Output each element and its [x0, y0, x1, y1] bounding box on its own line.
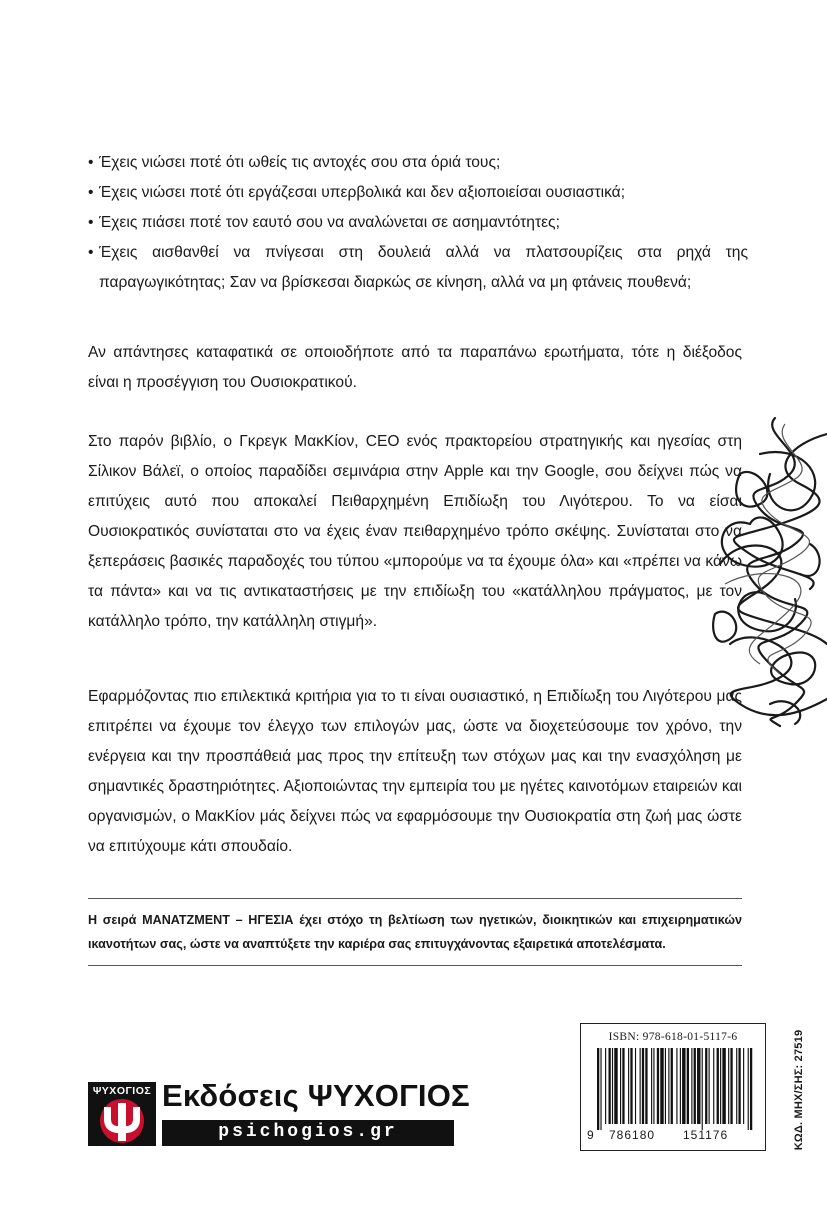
product-code — [792, 1030, 806, 1150]
publisher-name: Εκδόσεις ΨΥΧΟΓΙΟΣ — [162, 1078, 470, 1113]
barcode-bar — [622, 1048, 624, 1124]
publisher-logo — [88, 1078, 470, 1146]
website-text: psichogios.gr — [218, 1122, 398, 1142]
barcode-bar — [694, 1048, 696, 1124]
barcode-bar — [628, 1048, 629, 1124]
barcode-bar — [736, 1048, 737, 1124]
barcode-bar — [635, 1048, 636, 1124]
question-list — [88, 148, 748, 298]
isbn-barcode — [580, 1023, 766, 1151]
barcode-bar — [720, 1048, 721, 1124]
barcode-bar — [657, 1048, 659, 1124]
barcode-bar — [642, 1048, 644, 1124]
question-item: • Έχεις αισθανθεί να πνίγεσαι στη δουλειά αλλά να πλατσουρίζεις στα ρηχά της παραγωγικότητας; Σαν να βρίσκεσαι διαρκώς σε κίνηση, αλλά να μη φτάνεις πουθενά; — [88, 238, 748, 298]
book-description-paragraph: Στο παρόν βιβλίο, ο Γκρεγκ ΜακΚίον, CEO ενός πρακτορείου στρατηγικής και ηγεσίας στη Σίλικον Βάλεϊ, ο οποίος παραδίδει σεμινάρια στην Apple και την Google, σου δείχνει πώς να επιτύχεις αυτό που αποκαλεί Πειθαρχημένη Επιδίωξη του Λιγότερου. Το να είσαι Ουσιοκρατικός συνίσταται στο να έχεις έναν πειθαρχημένο τρόπο σκέψης. Συνίσταται στο να ξεπεράσεις βασικές παραδοχές του τύπου «μπορούμε να τα έχουμε όλα» και «πρέπει να κάνω τα πάντα» και να τις αντικαταστήσεις με την επιδίωξη του «κατάλληλου πράγματος, με τον κατάλληλο τρόπο, την κατάλληλη στιγμή». — [88, 433, 742, 630]
barcode-bar — [682, 1048, 685, 1124]
barcode-bar — [645, 1048, 647, 1124]
barcode-bar — [680, 1048, 681, 1124]
badge-text: ΨΥΧΟΓΙΟΣ — [92, 1085, 152, 1097]
question-item: • Έχεις νιώσει ποτέ ότι εργάζεσαι υπερβολικά και δεν αξιοποιείσαι ουσιαστικά; — [88, 178, 748, 208]
psi-icon — [94, 1097, 150, 1144]
intro-paragraph: Αν απάντησες καταφατικά σε οποιοδήποτε από τα παραπάνω ερωτήματα, τότε η διέξοδος είναι η προσέγγιση του Ουσιοκρατικού. — [88, 344, 742, 391]
barcode-bar — [738, 1048, 740, 1124]
barcode-bar — [660, 1048, 663, 1124]
series-note: Η σειρά ΜΑΝΑΤΖΜΕΝΤ – ΗΓΕΣΙΑ έχει στόχο τη βελτίωση των ηγετικών, διοικητικών και επιχειρηματικών ικανοτήτων σας, ώστε να αναπτύξετε την καριέρα σας επιτυγχάνοντας εξαιρετικά αποτελέσματα. — [88, 913, 742, 951]
barcode-bar — [717, 1048, 719, 1124]
barcode-bar — [705, 1048, 707, 1124]
barcode-bar — [687, 1048, 689, 1124]
psi-badge — [88, 1082, 156, 1146]
barcode-bar — [691, 1048, 692, 1124]
question-item: • Έχεις νιώσει ποτέ ότι ωθείς τις αντοχές σου στα όριά τους; — [88, 148, 748, 178]
scribble-illustration — [700, 414, 827, 728]
barcode-bar — [605, 1048, 606, 1124]
barcode-bar — [722, 1048, 725, 1124]
product-code-text: ΚΩΔ. ΜΗΧ/ΣΗΣ: 27519 — [793, 1029, 805, 1151]
barcode-bar — [651, 1048, 652, 1124]
barcode-bar — [743, 1048, 744, 1124]
barcode-bars — [595, 1048, 753, 1130]
barcode-bar — [653, 1048, 654, 1124]
barcode-bar — [640, 1048, 641, 1124]
barcode-bar — [665, 1048, 666, 1124]
barcode-bar — [676, 1048, 677, 1124]
barcode-bar — [600, 1048, 601, 1130]
barcode-digits-left: 786180 — [609, 1128, 656, 1142]
barcode-bar — [730, 1048, 732, 1124]
website-bar — [162, 1120, 454, 1146]
barcode-bar — [728, 1048, 729, 1124]
barcode-bar — [614, 1048, 617, 1124]
barcode-bar — [630, 1048, 632, 1124]
barcode-bar — [609, 1048, 611, 1124]
barcode-bar — [748, 1048, 749, 1130]
barcode-digit-first: 9 — [587, 1128, 595, 1142]
benefit-paragraph: Εφαρμόζοντας πιο επιλεκτικά κριτήρια για το τι είναι ουσιαστικό, η Επιδίωξη του Λιγότερου μας επιτρέπει να έχουμε τον έλεγχο των επιλογών μας, ώστε να διοχετεύσουμε τον χρόνο, την ενέργεια και την προσπάθειά μας προς την επίτευξη των στόχων μας και την ενασχόληση με σημαντικές δραστηριότητες. Αξιοποιώντας την εμπειρία του με ηγέτες καινοτόμων εταιρειών και οργανισμών, ο ΜακΚίον μάς δείχνει πώς να εφαρμόσουμε την Ουσιοκρατία στη ζωή μας ώστε να επιτύχουμε κάτι σπουδαίο. — [88, 688, 742, 855]
barcode-bar — [612, 1048, 613, 1124]
barcode-bar — [597, 1048, 599, 1130]
barcode-bar — [620, 1048, 621, 1124]
isbn-label: ISBN: 978-618-01-5117-6 — [608, 1031, 738, 1043]
divider — [88, 965, 742, 966]
barcode-bar — [671, 1048, 673, 1124]
barcode-bar — [709, 1048, 710, 1124]
divider — [88, 898, 742, 899]
barcode-bar — [702, 1048, 703, 1130]
question-item: • Έχεις πιάσει ποτέ τον εαυτό σου να αναλώνεται σε ασημαντότητες; — [88, 208, 748, 238]
barcode-bar — [750, 1048, 752, 1130]
barcode-bar — [668, 1048, 669, 1124]
barcode-bar — [713, 1048, 714, 1124]
barcode-digits-right: 151176 — [683, 1128, 729, 1142]
barcode-bar — [697, 1048, 700, 1124]
